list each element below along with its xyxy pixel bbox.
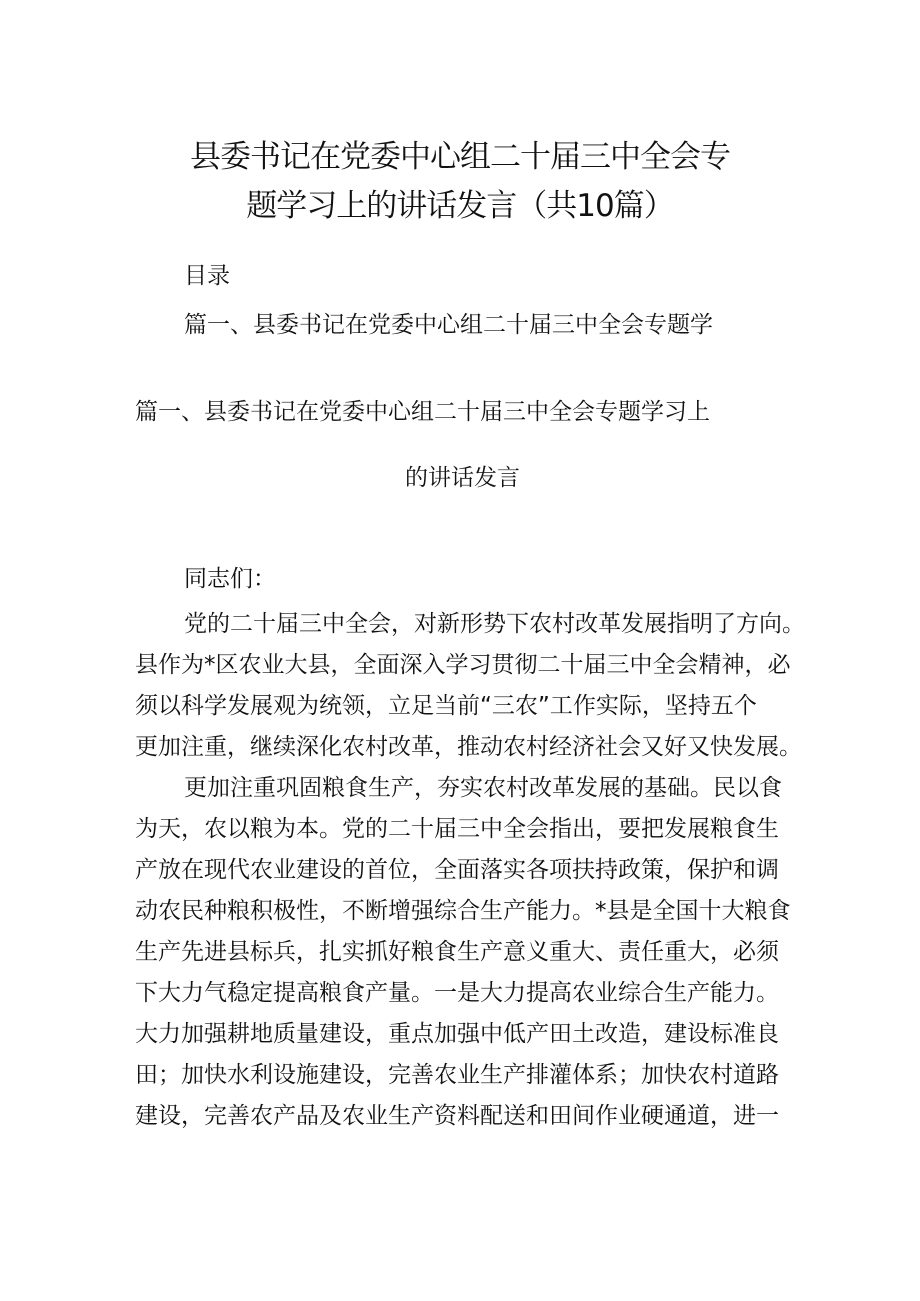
- greeting: 同志们：: [184, 566, 276, 592]
- paragraph-1-line: 党的二十届三中全会，对新形势下农村改革发展指明了方向。: [184, 611, 805, 637]
- paragraph-2-line: 产放在现代农业建设的首位，全面落实各项扶持政策，保护和调: [135, 857, 779, 883]
- paragraph-2-line: 田；加快水利设施建设，完善农业生产排灌体系；加快农村道路: [135, 1062, 779, 1088]
- paragraph-2-line: 动农民种粮积极性，不断增强综合生产能力。*县是全国十大粮食: [135, 898, 791, 924]
- section-heading-line-2: 的讲话发言: [405, 465, 520, 491]
- paragraph-2-line: 更加注重巩固粮食生产，夯实农村改革发展的基础。民以食: [184, 775, 782, 801]
- paragraph-2-line: 建设，完善农产品及农业生产资料配送和田间作业硬通道，进一: [135, 1103, 779, 1129]
- toc-item-1[interactable]: 篇一、县委书记在党委中心组二十届三中全会专题学: [184, 312, 713, 338]
- paragraph-2-line: 生产先进县标兵，扎实抓好粮食生产意义重大、责任重大，必须: [135, 939, 779, 965]
- paragraph-1-line: 须以科学发展观为统领，立足当前“三农”工作实际，坚持五个: [135, 693, 757, 719]
- paragraph-2-line: 下大力气稳定提高粮食产量。一是大力提高农业综合生产能力。: [135, 980, 779, 1006]
- paragraph-2: [135, 768, 815, 1137]
- paragraph-2-line: 为天，农以粮为本。党的二十届三中全会指出，要把发展粮食生: [135, 816, 779, 842]
- toc-label: 目录: [184, 263, 230, 289]
- paragraph-1-line: 更加注重，继续深化农村改革，推动农村经济社会又好又快发展。: [135, 734, 802, 760]
- section-heading-line-1: 篇一、县委书记在党委中心组二十届三中全会专题学习上: [135, 399, 710, 425]
- paragraph-2-line: 大力加强耕地质量建设，重点加强中低产田土改造，建设标准良: [135, 1021, 779, 1047]
- document-title-line-2: 题学习上的讲话发言（共10篇）: [246, 188, 674, 224]
- document-title-line-1: 县委书记在党委中心组二十届三中全会专: [190, 139, 730, 175]
- paragraph-1: [135, 604, 815, 768]
- paragraph-1-line: 县作为*区农业大县，全面深入学习贯彻二十届三中全会精神，必: [135, 652, 791, 678]
